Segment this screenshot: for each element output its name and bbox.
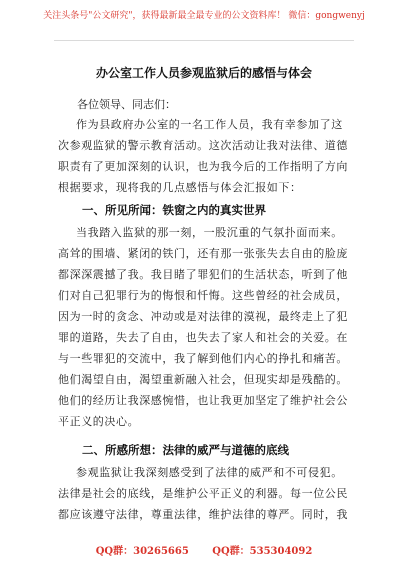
paragraph-line: 参观监狱让我深刻感受到了法律的威严和不可侵犯。 [76, 466, 343, 479]
paragraph-line: 根据要求，现将我的几点感悟与体会汇报如下： [58, 181, 302, 194]
paragraph-line: 们对自己犯罪行为的悔恨和忏悔。这些曾经的社会成员， [58, 289, 348, 302]
paragraph-line: 与一些罪犯的交流中，我了解到他们内心的挣扎和痛苦。 [58, 352, 348, 365]
footer-qq-group-1: QQ群：30265665 [95, 546, 189, 557]
footer-qq-group-2: QQ群：535304092 [212, 546, 313, 557]
paragraph-section-1 [58, 222, 351, 432]
paragraph-line: 高耸的围墙、紧闭的铁门，还有那一张张失去自由的脸庞 [58, 247, 348, 260]
paragraph-line: 都应该遵守法律，尊重法律，维护法律的尊严。同时，我 [58, 508, 348, 521]
paragraph-intro [58, 114, 351, 198]
paragraph-line: 职责有了更加深刻的认识，也为我今后的工作指明了方向 [58, 160, 348, 173]
footer-contact [0, 542, 408, 557]
salutation: 各位领导、同志们： [77, 98, 176, 111]
paragraph-line: 法律是社会的底线，是维护公平正义的利器。每一位公民 [58, 487, 348, 500]
paragraph-line: 作为县政府办公室的一名工作人员，我有幸参加了这 [76, 118, 343, 131]
paragraph-line: 平正义的决心。 [58, 415, 140, 428]
paragraph-line: 都深深震撼了我。我目睹了罪犯们的生活状态，听到了他 [58, 268, 348, 281]
document-title: 办公室工作人员参观监狱后的感悟与体会 [95, 66, 312, 80]
header-divider [54, 40, 354, 41]
paragraph-line: 次参观监狱的警示教育活动。这次活动让我对法律、道德 [58, 139, 348, 152]
header-banner: 关注头条号"公文研究"，获得最新最全最专业的公文资料库！ 微信：gongwenyj [43, 11, 365, 21]
paragraph-line: 因为一时的贪念、冲动或是对法律的漠视，最终走上了犯 [58, 310, 348, 323]
paragraph-line: 他们渴望自由，渴望重新融入社会，但现实却是残酷的。 [58, 373, 348, 386]
paragraph-section-2 [58, 462, 351, 525]
section-heading-1: 一、所见所闻：铁窗之内的真实世界 [82, 203, 266, 217]
paragraph-line: 罪的道路，失去了自由，也失去了家人和社会的关爱。在 [58, 331, 348, 344]
section-heading-2: 二、所感所想：法律的威严与道德的底线 [82, 443, 289, 457]
paragraph-line: 当我踏入监狱的那一刻，一股沉重的气氛扑面而来。 [76, 226, 343, 239]
paragraph-line: 他们的经历让我深感惋惜，也让我更加坚定了维护社会公 [58, 394, 348, 407]
